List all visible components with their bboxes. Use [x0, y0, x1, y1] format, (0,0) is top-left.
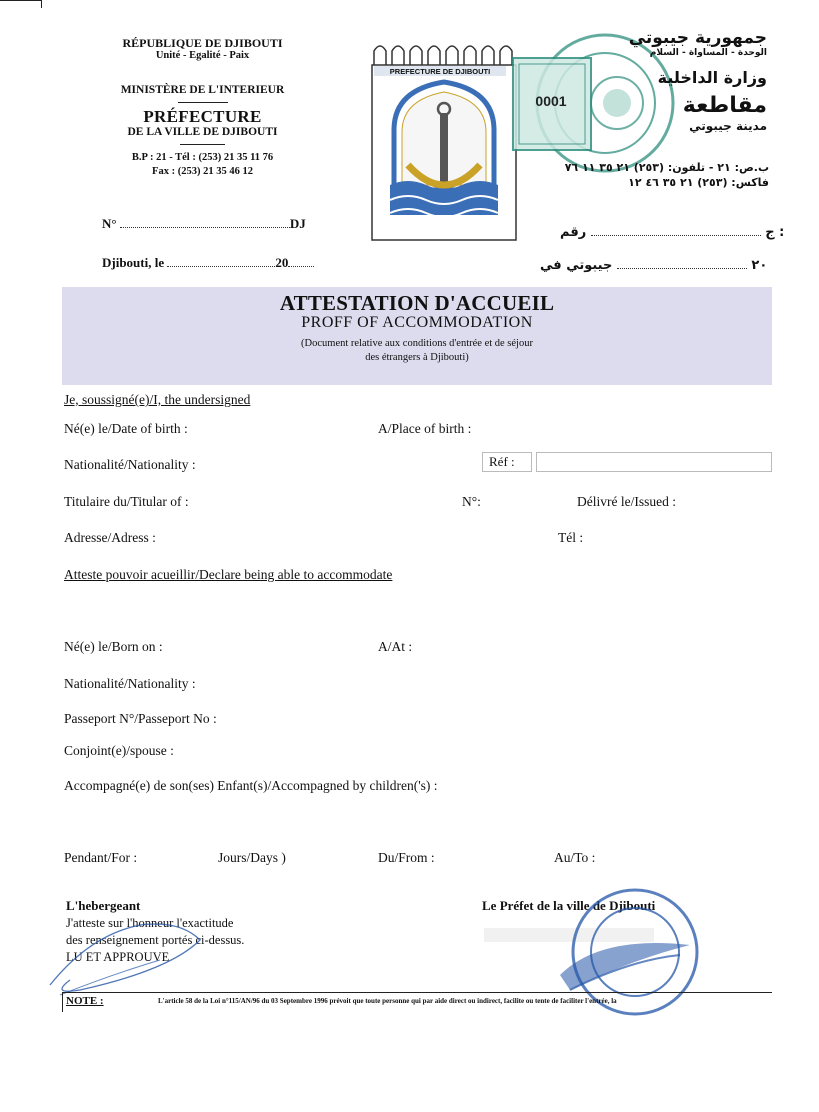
- ar-ministry-name: وزارة الداخلية: [657, 68, 767, 87]
- prefecture-emblem: [370, 35, 518, 242]
- number-suffix: DJ: [289, 216, 306, 231]
- contact-fax: Fax : (253) 21 35 46 12: [152, 166, 253, 177]
- host-phone-label: Tél :: [558, 530, 584, 545]
- stay-from-label: Du/From :: [378, 850, 435, 865]
- host-titular-label: Titulaire du/Titular of :: [64, 494, 189, 509]
- guest-children-label: Accompagné(e) de son(ses) Enfant(s)/Accompagned by children('s) :: [64, 778, 438, 793]
- number-field[interactable]: [120, 218, 290, 228]
- document-subtitle: PROFF OF ACCOMMODATION: [301, 314, 533, 331]
- ref-input[interactable]: [536, 452, 772, 472]
- ar-date-suffix: ٢٠: [751, 258, 768, 273]
- stay-to-label: Au/To :: [554, 850, 596, 865]
- ar-date-field[interactable]: [617, 259, 747, 269]
- ministry-name: MINISTÈRE DE L'INTERIEUR: [120, 84, 285, 96]
- host-heading: Je, soussigné(e)/I, the undersigned: [64, 392, 251, 407]
- document-title: ATTESTATION D'ACCUEIL: [279, 291, 555, 315]
- footer-rule: [62, 992, 772, 993]
- guest-spouse-label: Conjoint(e)/spouse :: [64, 743, 174, 758]
- document-note: [62, 337, 772, 365]
- ar-number-suffix: ج: [765, 225, 775, 240]
- ar-number-label: رقم :: [560, 225, 785, 240]
- guest-passport-label: Passeport N°/Passeport No :: [64, 711, 217, 726]
- ar-number-row: [560, 225, 784, 240]
- republic-name: RÉPUBLIQUE DE DJIBOUTI: [122, 36, 283, 50]
- host-number-label: N°:: [462, 494, 481, 509]
- ar-contact-fax: فاكس: (٢٥٣) ٢١ ٣٥ ٤٦ ١٢: [628, 176, 769, 189]
- ar-date-label: جيبوتي في: [540, 258, 613, 273]
- prefecture-title: PRÉFECTURE: [143, 107, 262, 126]
- ref-label: Réf :: [482, 452, 532, 472]
- number-label: N°: [102, 216, 117, 231]
- date-row: [102, 255, 314, 271]
- footer-left-rule: [62, 992, 63, 1012]
- ar-city-name: مدينة جيبوتي: [689, 119, 767, 133]
- document-note-line1: (Document relative aux conditions d'entrée et de séjour: [301, 338, 533, 349]
- divider: [178, 102, 228, 103]
- stay-days-label: Jours/Days ): [218, 850, 286, 865]
- guest-nationality-label: Nationalité/Nationality :: [64, 676, 196, 691]
- host-signature-line3: LU ET APPROUVE: [66, 950, 170, 964]
- official-stamp-bottom: [540, 880, 700, 1030]
- date-label: Djibouti, le: [102, 255, 165, 270]
- host-dob-label: Né(e) le/Date of birth :: [64, 421, 188, 436]
- host-address-label: Adresse/Adress :: [64, 530, 156, 545]
- host-signature-line1: J'atteste sur l'honneur l'exactitude: [66, 916, 234, 930]
- ar-republic-name: جمهورية جيبوتي: [628, 28, 767, 48]
- city-name: DE LA VILLE DE DJIBOUTI: [127, 126, 278, 138]
- host-signature-line2: des renseignement portés ci-dessus.: [66, 933, 245, 947]
- date-field[interactable]: [167, 257, 275, 267]
- host-nationality-label: Nationalité/Nationality :: [64, 457, 196, 472]
- stay-for-label: Pendant/For :: [64, 850, 138, 865]
- guest-at-label: A/At :: [378, 639, 413, 654]
- note-text: L'article 58 de la Loi n°115/AN/96 du 03 Septembre 1996 prévoit que toute personne qui par aide direct ou indirect, facilite ou tente de faciliter l'entrée, la: [158, 997, 617, 1005]
- emblem-banner: PREFECTURE DE DJIBOUTI: [389, 67, 491, 76]
- host-issued-label: Délivré le/Issued :: [577, 494, 676, 509]
- prefet-signature-title: Le Préfet de la ville de Djibouti: [482, 898, 656, 913]
- note-label: NOTE :: [66, 995, 104, 1007]
- host-signature-title: L'hebergeant: [66, 898, 141, 913]
- guest-born-label: Né(e) le/Born on :: [64, 639, 163, 654]
- motto: Unité - Egalité - Paix: [155, 50, 250, 61]
- ar-contact: [489, 160, 769, 190]
- corner-mark: [0, 0, 42, 8]
- ar-contact-phone: ب.ص: ٢١ - تلفون: (٢٥٣) ٢١ ٣٥ ١١ ٧٦: [564, 161, 769, 174]
- host-signature-scribble: [40, 905, 240, 1000]
- header-right: [587, 28, 767, 133]
- document-note-line2: des étrangers à Djibouti): [365, 352, 469, 363]
- ar-number-field[interactable]: [591, 226, 761, 236]
- host-pob-label: A/Place of birth :: [378, 421, 472, 436]
- stamp-number: 0001: [535, 93, 567, 109]
- guest-heading: Atteste pouvoir acueillir/Declare being able to accommodate: [64, 567, 393, 582]
- ar-date-row: [540, 258, 767, 273]
- ar-prefecture-title: مقاطعة: [682, 93, 767, 118]
- header-left: [95, 36, 310, 179]
- contact-phone: B.P : 21 - Tél : (253) 21 35 11 76: [131, 152, 274, 163]
- divider: [180, 144, 225, 145]
- date-suffix: 20: [275, 255, 289, 270]
- year-field[interactable]: [288, 257, 314, 267]
- ar-motto: الوحدة - المساواة - السلام: [649, 48, 767, 58]
- number-row: [102, 216, 306, 232]
